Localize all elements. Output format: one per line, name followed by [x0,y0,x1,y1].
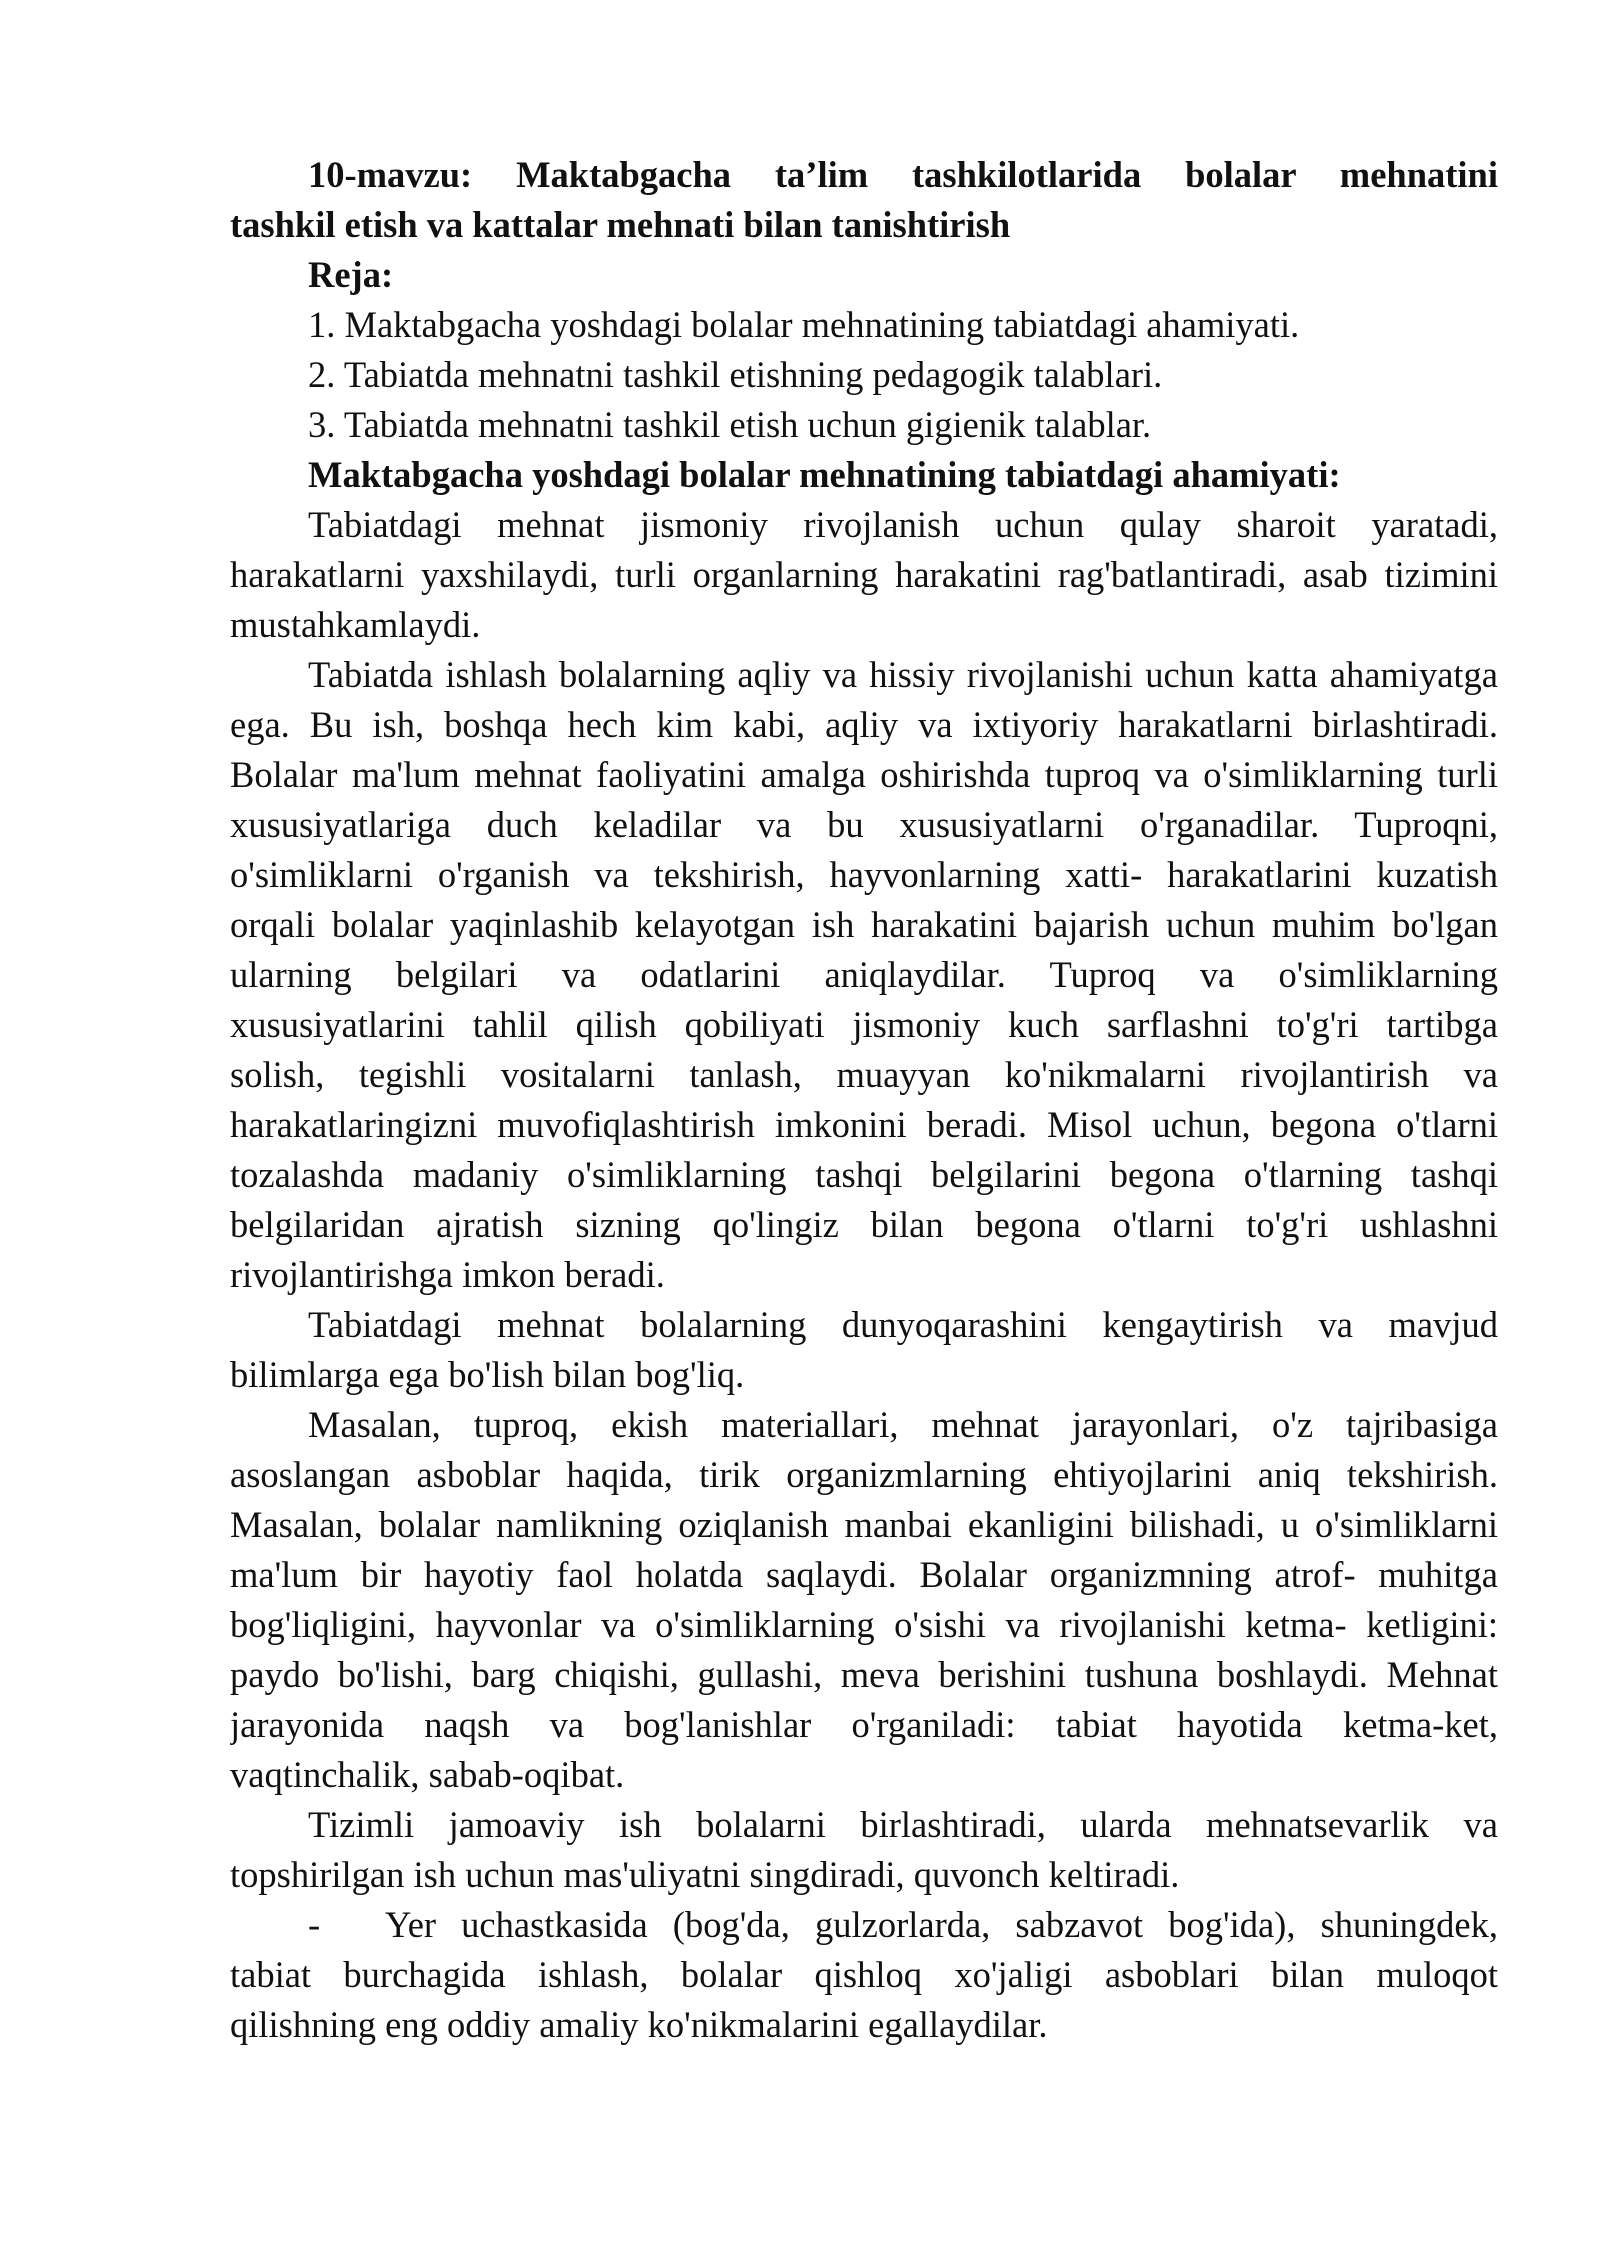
paragraph-line: bilimlarga ega bo'lish bilan bog'liq. [230,1354,745,1395]
paragraph-line: orqali bolalar yaqinlashib kelayotgan ish harakatini bajarish uchun muhim bo'lgan [230,904,1498,945]
bullet-line-text: Yer uchastkasida (bog'da, gulzorlarda, sabzavot bog'ida), shuningdek, [385,1904,1498,1945]
plan-list [230,300,1498,450]
plan-item: 1. Maktabgacha yoshdagi bolalar mehnatining tabiatdagi ahamiyati. [308,304,1300,345]
paragraph-line: tozalashda madaniy o'simliklarning tashqi belgilarini begona o'tlarning tashqi [230,1154,1498,1195]
plan-item: 3. Tabiatda mehnatni tashkil etish uchun gigienik talablar. [308,404,1152,445]
paragraph-line: harakatlaringizni muvofiqlashtirish imkonini beradi. Misol uchun, begona o'tlarni [230,1104,1498,1145]
paragraph [230,1400,1498,1800]
paragraph-line: Masalan, bolalar namlikning oziqlanish manbai ekanligini bilishadi, u o'simliklarni [230,1504,1498,1545]
paragraph-line: xususiyatlariga duch keladilar va bu xususiyatlarni o'rganadilar. Tuproqni, [230,804,1498,845]
plan-item: 2. Tabiatda mehnatni tashkil etishning pedagogik talablari. [308,354,1163,395]
paragraph-line: ega. Bu ish, boshqa hech kim kabi, aqliy va ixtiyoriy harakatlarni birlashtiradi. [230,704,1498,745]
document-body [230,150,1498,2050]
document-title-line: tashkil etish va kattalar mehnati bilan tanishtirish [230,204,1011,245]
bullet-paragraph [230,1900,1498,2050]
bullet-line: qilishning eng oddiy amaliy ko'nikmalarini egallaydilar. [230,2004,1048,2045]
paragraph-line: mustahkamlaydi. [230,604,481,645]
paragraph-line: Bolalar ma'lum mehnat faoliyatini amalga oshirishda tuproq va o'simliklarning turli [230,754,1498,795]
paragraph [230,1800,1498,1900]
paragraph [230,1300,1498,1400]
plan-label: Reja: [308,254,394,295]
bullet-line: tabiat burchagida ishlash, bolalar qishloq xo'jaligi asboblari bilan muloqot [230,1954,1498,1995]
paragraph [230,650,1498,1300]
paragraph [230,500,1498,650]
paragraph-line: rivojlantirishga imkon beradi. [230,1254,665,1295]
paragraph-line: Tizimli jamoaviy ish bolalarni birlashtiradi, ularda mehnatsevarlik va [308,1804,1498,1845]
paragraph-line: xususiyatlarini tahlil qilish qobiliyati jismoniy kuch sarflashni to'g'ri tartibga [230,1004,1498,1045]
paragraph-line: solish, tegishli vositalarni tanlash, muayyan ko'nikmalarni rivojlantirish va [230,1054,1498,1095]
paragraph-line: belgilaridan ajratish sizning qo'lingiz bilan begona o'tlarni to'g'ri ushlashni [230,1204,1498,1245]
paragraph-line: Tabiatdagi mehnat bolalarning dunyoqarashini kengaytirish va mavjud [308,1304,1498,1345]
paragraph-line: asoslangan asboblar haqida, tirik organizmlarning ehtiyojlarini aniq tekshirish. [230,1454,1498,1495]
paragraph-line: ularning belgilari va odatlarini aniqlaydilar. Tuproq va o'simliklarning [230,954,1498,995]
paragraph-line: Masalan, tuproq, ekish materiallari, mehnat jarayonlari, o'z tajribasiga [308,1404,1498,1445]
bullet-first-line [230,1900,1498,1950]
bullet-marker: - [308,1904,321,1945]
paragraph-line: ma'lum bir hayotiy faol holatda saqlaydi. Bolalar organizmning atrof- muhitga [230,1554,1498,1595]
paragraph-line: topshirilgan ish uchun mas'uliyatni singdiradi, quvonch keltiradi. [230,1854,1180,1895]
paragraph-line: Tabiatdagi mehnat jismoniy rivojlanish uchun qulay sharoit yaratadi, [308,504,1498,545]
document-title-line: 10-mavzu: Maktabgacha ta’lim tashkilotlarida bolalar mehnatini [308,154,1498,195]
paragraph-line: o'simliklarni o'rganish va tekshirish, hayvonlarning xatti- harakatlarini kuzatish [230,854,1498,895]
paragraph-line: harakatlarni yaxshilaydi, turli organlarning harakatini rag'batlantiradi, asab tizimini [230,554,1498,595]
paragraph-line: paydo bo'lishi, barg chiqishi, gullashi, meva berishini tushuna boshlaydi. Mehnat [230,1654,1498,1695]
paragraph-line: Tabiatda ishlash bolalarning aqliy va hissiy rivojlanishi uchun katta ahamiyatga [308,654,1498,695]
paragraph-line: vaqtinchalik, sabab-oqibat. [230,1754,625,1795]
section-heading: Maktabgacha yoshdagi bolalar mehnatining tabiatdagi ahamiyati: [308,454,1341,495]
paragraph-line: bog'liqligini, hayvonlar va o'simliklarning o'sishi va rivojlanishi ketma- ketligini: [230,1604,1498,1645]
document-title [230,150,1498,250]
paragraph-line: jarayonida naqsh va bog'lanishlar o'rganiladi: tabiat hayotida ketma-ket, [230,1704,1498,1745]
